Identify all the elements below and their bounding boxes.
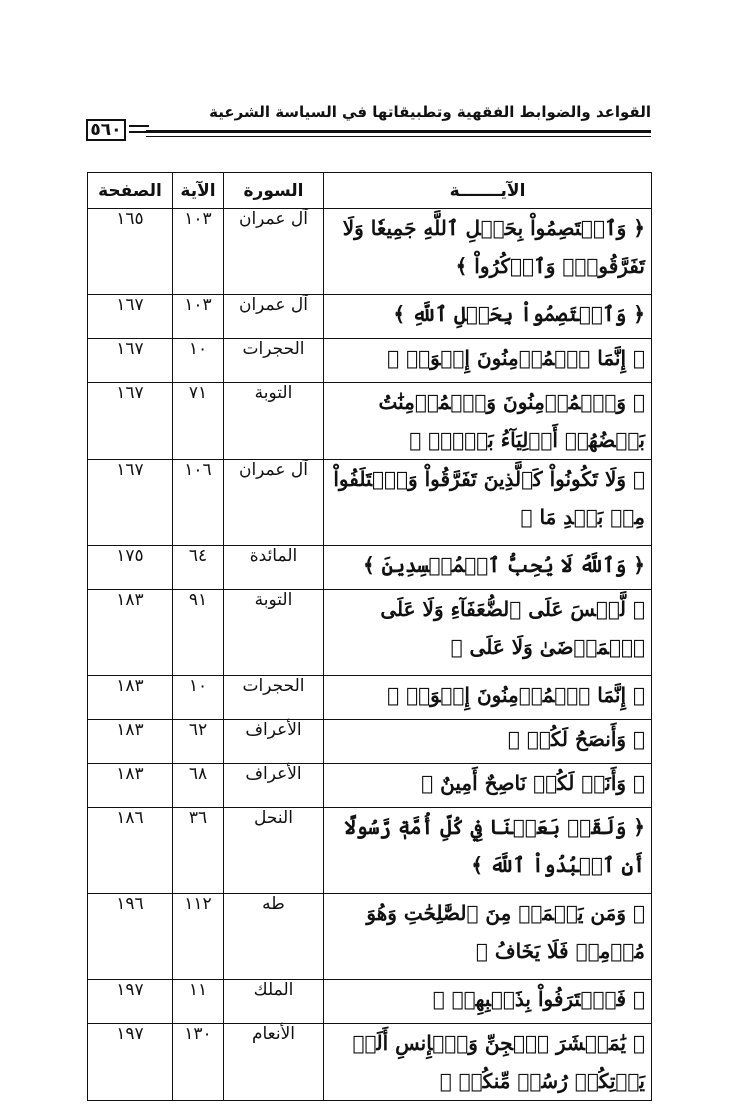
cell-page: ١٨٦ <box>88 808 173 894</box>
cell-verse: ﴿ يَٰمَعۡشَرَ ٱلۡجِنِّ وَٱلۡإِنسِ أَلَمۡ يَأۡتِكُمۡ رُسُلٞ مِّنكُمۡ ﴾ <box>324 1024 652 1101</box>
table-row <box>88 590 652 676</box>
cell-page: ١٦٥ <box>88 209 173 295</box>
cell-ayah: ١٣٠ <box>173 1024 224 1101</box>
cell-ayah: ١٠ <box>173 676 224 720</box>
cell-page: ١٦٧ <box>88 295 173 339</box>
table-row <box>88 546 652 590</box>
cell-page: ١٩٦ <box>88 894 173 980</box>
header-rule-thin <box>146 136 651 137</box>
cell-ayah: ١٠٦ <box>173 460 224 546</box>
cell-verse: ﴿ إِنَّمَا ٱلۡمُؤۡمِنُونَ إِخۡوَةٞ ﴾ <box>324 339 652 383</box>
cell-surah: آل عمران <box>224 295 324 339</box>
book-title: القواعد والضوابط الفقهية وتطبيقاتها في السياسة الشرعية <box>209 103 651 121</box>
table-row <box>88 339 652 383</box>
cell-ayah: ٦٨ <box>173 764 224 808</box>
table-row <box>88 1024 652 1101</box>
cell-surah: الملك <box>224 980 324 1024</box>
table-row <box>88 764 652 808</box>
table-row <box>88 980 652 1024</box>
cell-verse: ﴿ وَلَقَدۡ بَعَثۡنَا فِي كُلِّ أُمَّةٖ رَّسُولًا أَنِ ٱعۡبُدُواْ ٱللَّهَ ﴾ <box>324 808 652 894</box>
table-row <box>88 676 652 720</box>
verse-index-table <box>87 172 652 1101</box>
cell-ayah: ١١٢ <box>173 894 224 980</box>
table-row <box>88 460 652 546</box>
cell-page: ١٧٥ <box>88 546 173 590</box>
column-header-verse: الآيـــــــة <box>324 173 652 209</box>
column-header-page: الصفحة <box>88 173 173 209</box>
cell-page: ١٨٣ <box>88 676 173 720</box>
table-row <box>88 295 652 339</box>
cell-surah: الحجرات <box>224 676 324 720</box>
cell-ayah: ١٠٣ <box>173 209 224 295</box>
table-row <box>88 383 652 460</box>
cell-verse: ﴿ وَٱعۡتَصِمُواْ بِحَبۡلِ ٱللَّهِ ﴾ <box>324 295 652 339</box>
cell-verse: ﴿ لَّيۡسَ عَلَى ٱلضُّعَفَآءِ وَلَا عَلَى ٱلۡمَرۡضَىٰ وَلَا عَلَى ﴾ <box>324 590 652 676</box>
cell-verse: ﴿ وَأَنَا۠ لَكُمۡ نَاصِحٌ أَمِينٌ ﴾ <box>324 764 652 808</box>
cell-surah: الأعراف <box>224 720 324 764</box>
table-row <box>88 209 652 295</box>
cell-ayah: ٦٢ <box>173 720 224 764</box>
cell-surah: آل عمران <box>224 209 324 295</box>
cell-surah: طه <box>224 894 324 980</box>
column-header-ayah: الآية <box>173 173 224 209</box>
page-header <box>86 103 651 153</box>
cell-ayah: ٦٤ <box>173 546 224 590</box>
table-row <box>88 720 652 764</box>
table-header-row <box>88 173 652 209</box>
cell-page: ١٦٧ <box>88 339 173 383</box>
cell-surah: النحل <box>224 808 324 894</box>
cell-surah: التوبة <box>224 590 324 676</box>
cell-ayah: ٣٦ <box>173 808 224 894</box>
cell-ayah: ٧١ <box>173 383 224 460</box>
cell-page: ١٨٣ <box>88 720 173 764</box>
cell-verse: ﴿ وَلَا تَكُونُواْ كَٱلَّذِينَ تَفَرَّقُواْ وَٱخۡتَلَفُواْ مِنۢ بَعۡدِ مَا ﴾ <box>324 460 652 546</box>
cell-page: ١٨٣ <box>88 764 173 808</box>
table-row <box>88 894 652 980</box>
cell-ayah: ١٠ <box>173 339 224 383</box>
cell-ayah: ١٠٣ <box>173 295 224 339</box>
cell-page: ١٦٧ <box>88 383 173 460</box>
page-number: ٥٦٠ <box>86 119 126 141</box>
cell-verse: ﴿ وَٱلۡمُؤۡمِنُونَ وَٱلۡمُؤۡمِنَٰتُ بَعۡضُهُمۡ أَوۡلِيَآءُ بَعۡضٖۚ ﴾ <box>324 383 652 460</box>
cell-ayah: ٩١ <box>173 590 224 676</box>
cell-surah: الأنعام <box>224 1024 324 1101</box>
cell-verse: ﴿ وَمَن يَعۡمَلۡ مِنَ ٱلصَّٰلِحَٰتِ وَهُوَ مُؤۡمِنٞ فَلَا يَخَافُ ﴾ <box>324 894 652 980</box>
cell-verse: ﴿ وَٱللَّهُ لَا يُحِبُّ ٱلۡمُفۡسِدِينَ ﴾ <box>324 546 652 590</box>
cell-verse: ﴿ فَٱعۡتَرَفُواْ بِذَنۢبِهِمۡ ﴾ <box>324 980 652 1024</box>
column-header-surah: السورة <box>224 173 324 209</box>
cell-page: ١٩٧ <box>88 1024 173 1101</box>
table-row <box>88 808 652 894</box>
cell-verse: ﴿ وَٱعۡتَصِمُواْ بِحَبۡلِ ٱللَّهِ جَمِيعٗا وَلَا تَفَرَّقُواْۚ وَٱذۡكُرُواْ ﴾ <box>324 209 652 295</box>
cell-verse: ﴿ وَأَنصَحُ لَكُمۡ ﴾ <box>324 720 652 764</box>
cell-surah: الأعراف <box>224 764 324 808</box>
cell-surah: المائدة <box>224 546 324 590</box>
cell-ayah: ١١ <box>173 980 224 1024</box>
cell-surah: التوبة <box>224 383 324 460</box>
cell-page: ١٦٧ <box>88 460 173 546</box>
header-rule-thick <box>146 130 651 133</box>
cell-surah: الحجرات <box>224 339 324 383</box>
cell-page: ١٨٣ <box>88 590 173 676</box>
cell-page: ١٩٧ <box>88 980 173 1024</box>
cell-verse: ﴿ إِنَّمَا ٱلۡمُؤۡمِنُونَ إِخۡوَةٞ ﴾ <box>324 676 652 720</box>
cell-surah: آل عمران <box>224 460 324 546</box>
